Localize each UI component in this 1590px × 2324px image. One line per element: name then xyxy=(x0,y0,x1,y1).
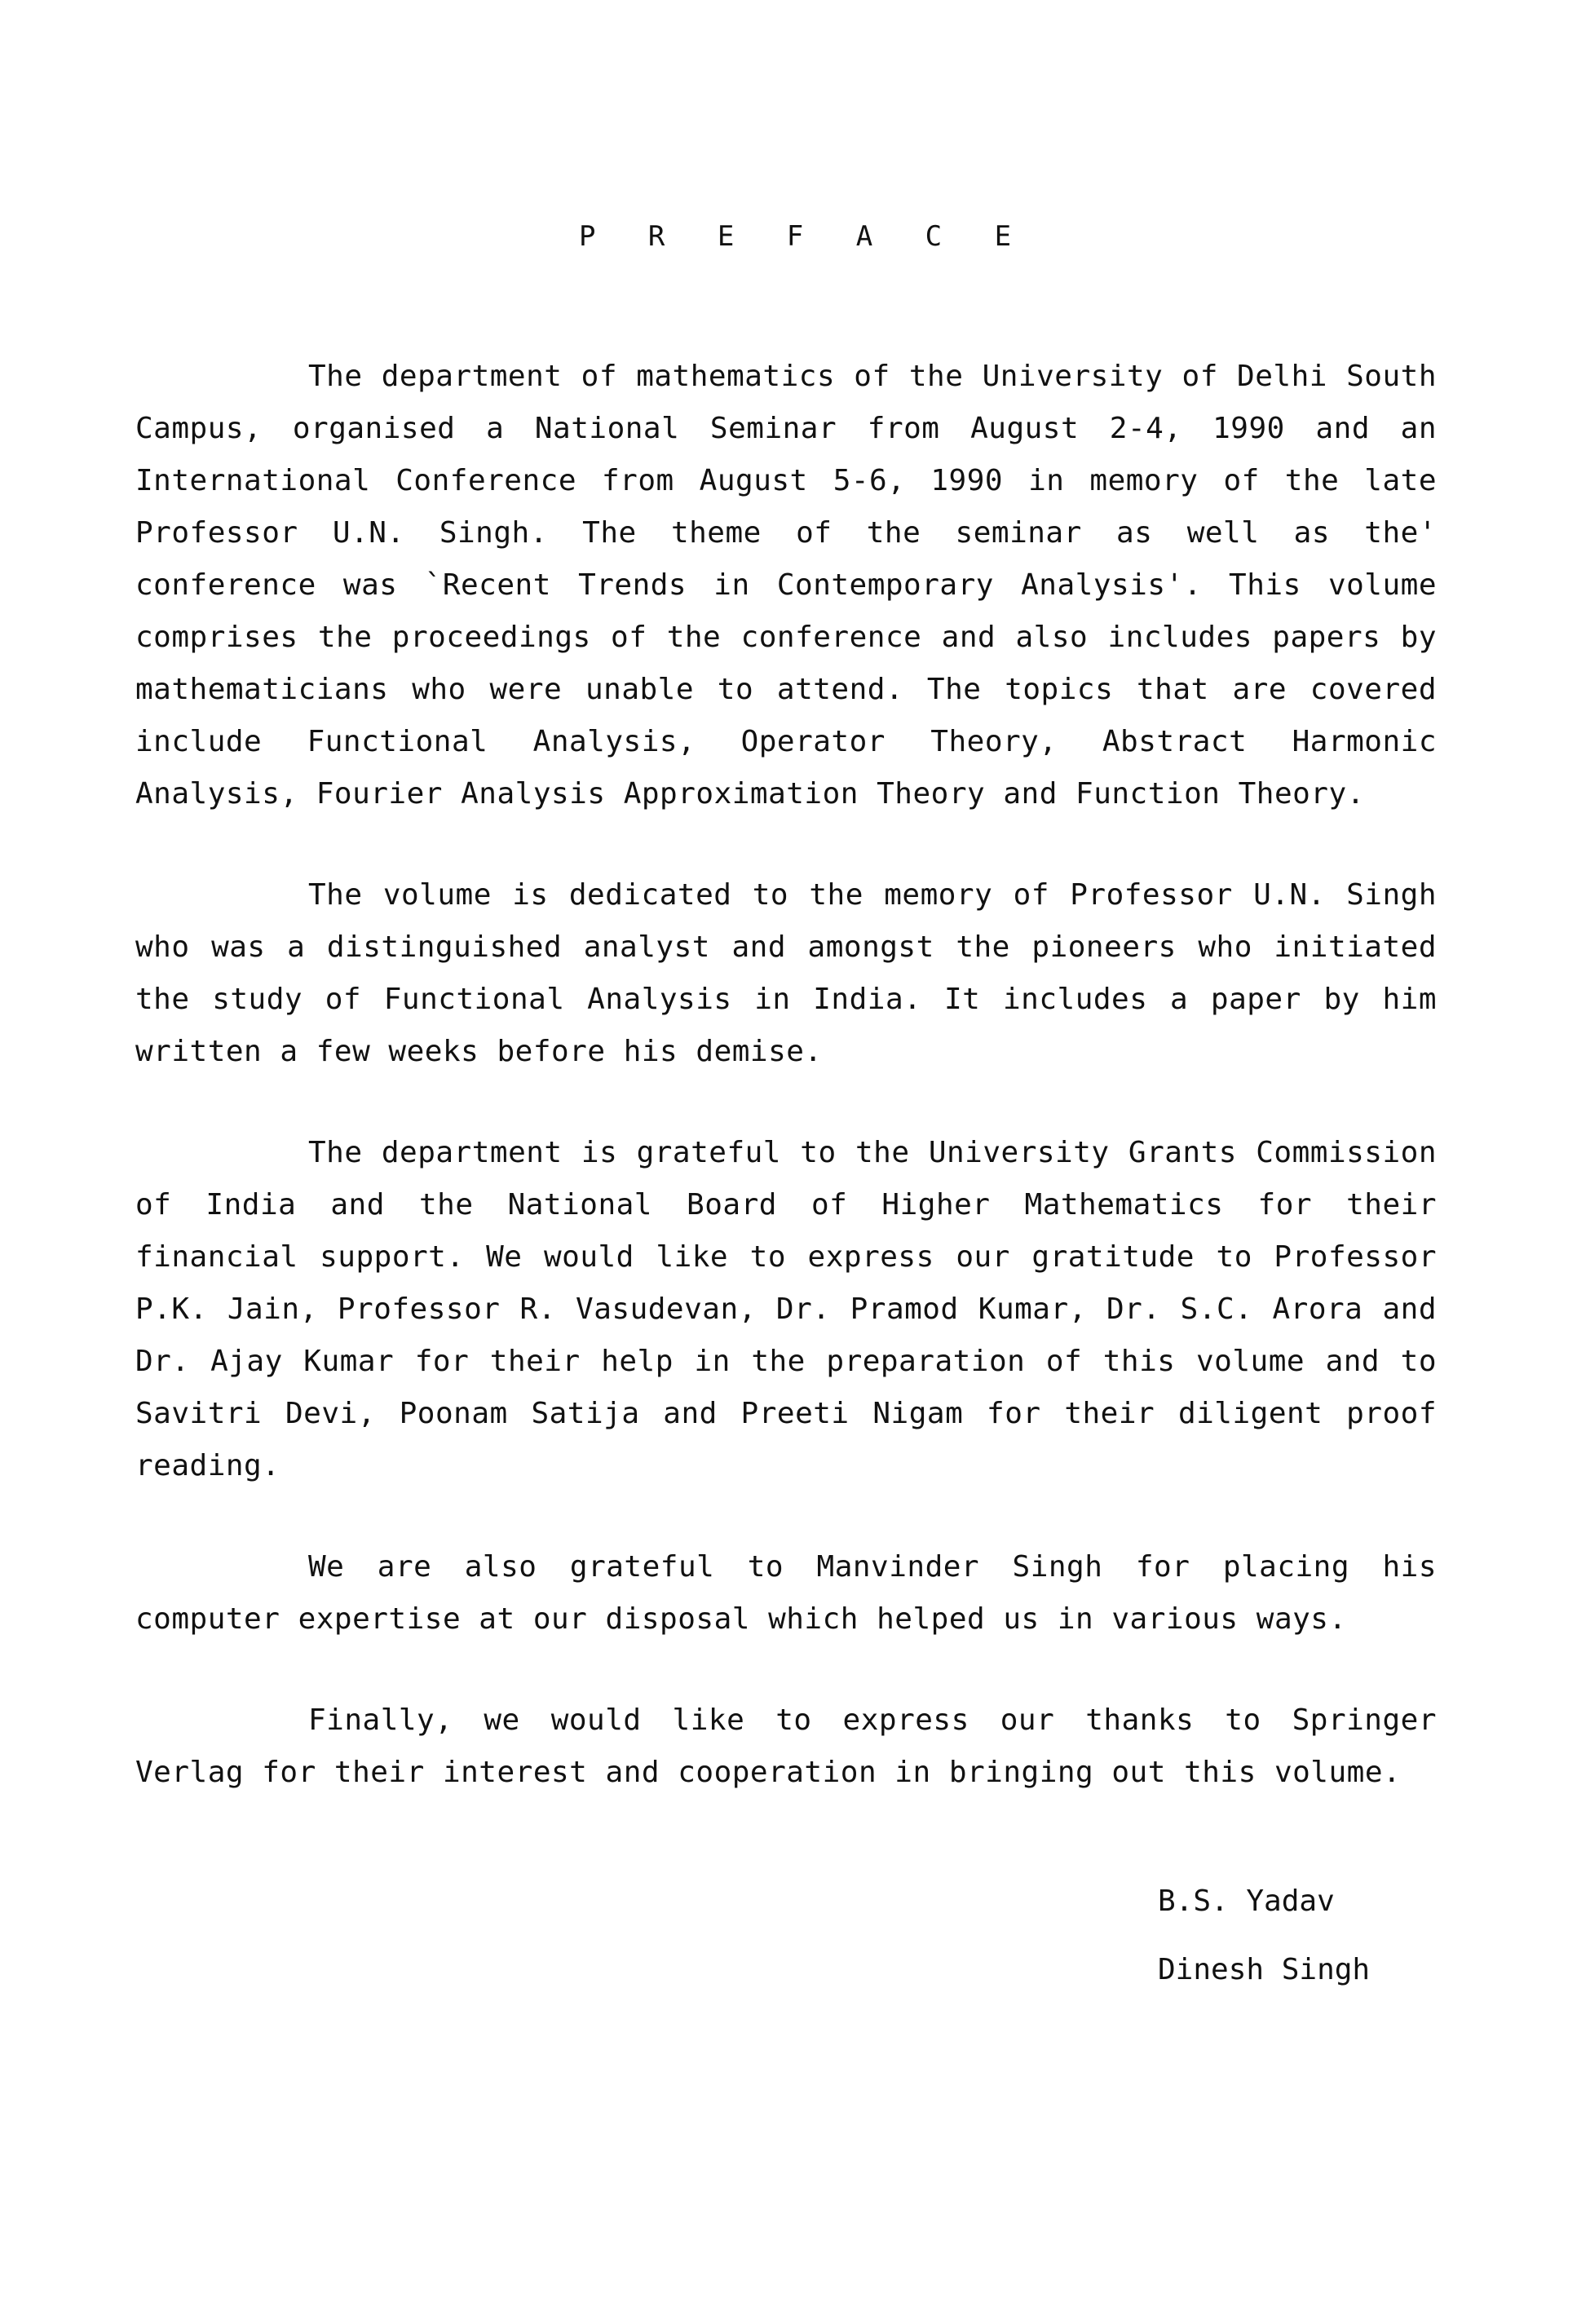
signature-yadav: B.S. Yadav xyxy=(1158,1884,1335,1918)
signature-block xyxy=(1158,1867,1370,2004)
signature-singh: Dinesh Singh xyxy=(1158,1953,1371,1986)
paragraph-seminar-overview: The department of mathematics of the University of Delhi South Campus, organised a National Seminar from August 2-4, 1990 and an International Conference from August 5-6, 1990 in memory of the late Professor U.N. Singh. The theme of the seminar as well as the' conference was `Recent Trends in Contemporary Analysis'. This volume comprises the proceedings of the conference and also includes papers by mathematicians who were unable to attend. The topics that are covered include Functional Analysis, Operator Theory, Abstract Harmonic Analysis, Fourier Analysis Approximation Theory and Function Theory. xyxy=(135,360,1437,811)
page-title: P R E F A C E xyxy=(578,220,1030,253)
paragraph-computer-expertise: We are also grateful to Manvinder Singh for placing his computer expertise at our disposal which helped us in various ways. xyxy=(135,1550,1437,1636)
paragraph-acknowledgements: The department is grateful to the University Grants Commission of India and the National Board of Higher Mathematics for their financial support. We would like to express our gratitude to Professor P.K. Jain, Professor R. Vasudevan, Dr. Pramod Kumar, Dr. S.C. Arora and Dr. Ajay Kumar for their help in the preparation of this volume and to Savitri Devi, Poonam Satija and Preeti Nigam for their diligent proof reading. xyxy=(135,1136,1437,1482)
preface-body xyxy=(135,351,1437,1799)
paragraph-publisher-thanks: Finally, we would like to express our thanks to Springer Verlag for their interest and cooperation in bringing out this volume. xyxy=(135,1703,1437,1789)
paragraph-dedication: The volume is dedicated to the memory of Professor U.N. Singh who was a distinguished analyst and amongst the pioneers who initiated the study of Functional Analysis in India. It includes a paper by him written a few weeks before his demise. xyxy=(135,878,1437,1068)
